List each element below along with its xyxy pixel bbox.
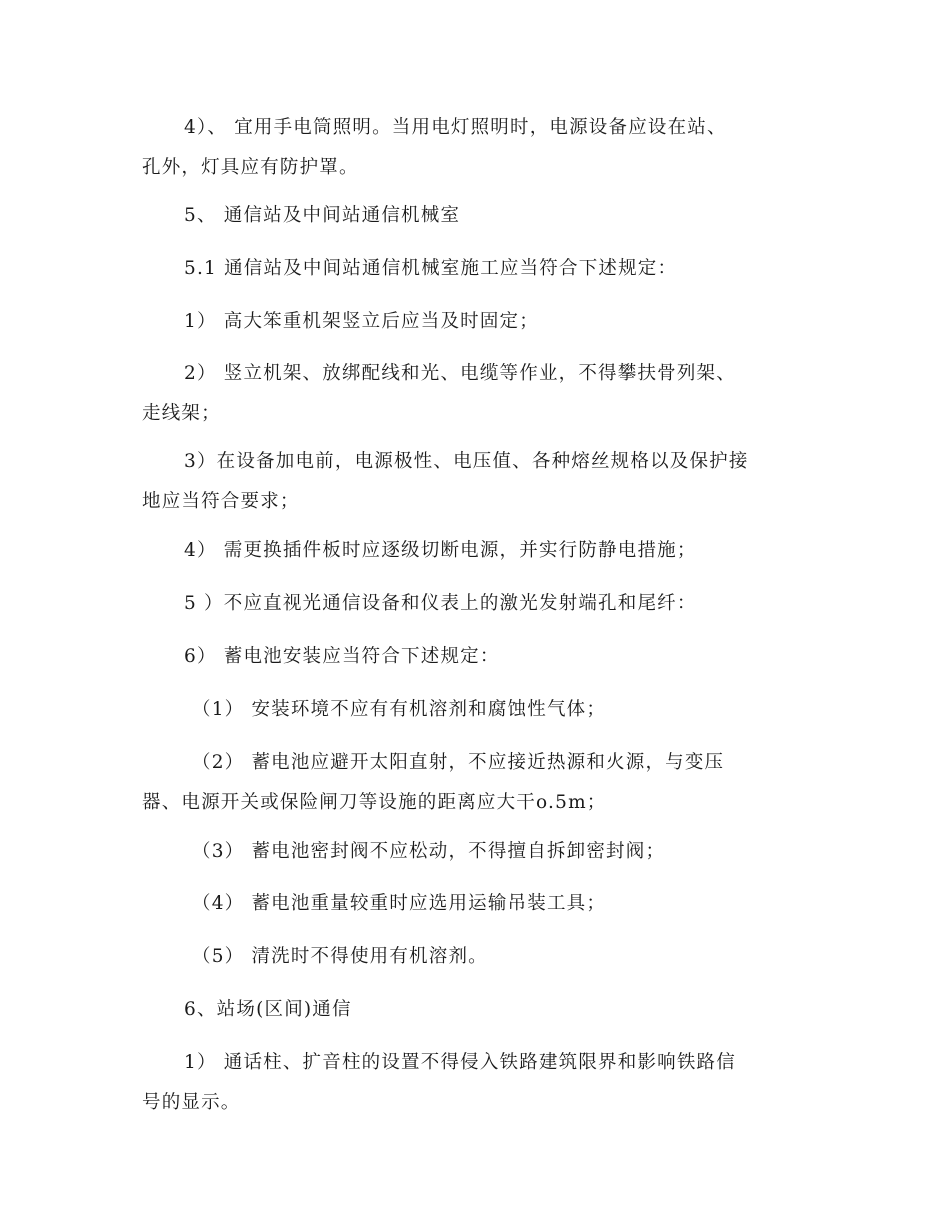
text-line: 2） 竖立机架、放绑配线和光、电缆等作业，不得攀扶骨列架、	[184, 363, 736, 384]
paragraph-subitem-5	[142, 937, 812, 977]
text-line: 4）、 宜用手电筒照明。当用电灯照明时，电源设备应设在站、	[184, 117, 727, 138]
paragraph-item-5	[142, 584, 812, 624]
paragraph-item-1	[142, 302, 812, 342]
paragraph-4-lighting	[142, 108, 812, 188]
text-line: 4） 需更换插件板时应逐级切断电源，并实行防静电措施；	[184, 540, 697, 561]
text-line: （4） 蓄电池重量较重时应选用运输吊装工具；	[192, 893, 607, 914]
text-line: （3） 蓄电池密封阀不应松动，不得擅自拆卸密封阀；	[192, 841, 666, 862]
paragraph-subitem-1	[142, 690, 812, 730]
text-line: 1） 高大笨重机架竖立后应当及时固定；	[184, 311, 539, 332]
text-line: 6） 蓄电池安装应当符合下述规定：	[184, 646, 500, 667]
paragraph-subitem-2	[142, 743, 812, 823]
text-line: 号的显示。	[142, 1092, 241, 1113]
text-line: 地应当符合要求；	[142, 491, 300, 512]
paragraph-item-2	[142, 354, 812, 434]
text-line: 孔外，灯具应有防护罩。	[142, 157, 359, 178]
text-line: （2） 蓄电池应避开太阳直射，不应接近热源和火源，与变压	[192, 752, 725, 773]
paragraph-item-4	[142, 531, 812, 571]
paragraph-item-3	[142, 442, 812, 522]
text-line: 6、站场(区间)通信	[184, 999, 352, 1020]
text-line: 1） 通话柱、扩音柱的设置不得侵入铁路建筑限界和影响铁路信	[184, 1052, 736, 1073]
text-line: （5） 清洗时不得使用有机溶剂。	[192, 946, 488, 967]
paragraph-subitem-4	[142, 884, 812, 924]
text-line: 走线架；	[142, 403, 221, 424]
text-line: 器、电源开关或保险闸刀等设施的距离应大干o.5m；	[142, 792, 607, 813]
text-line: 5、 通信站及中间站通信机械室	[184, 205, 461, 226]
section-heading-6	[142, 990, 812, 1030]
text-line: （1） 安装环境不应有有机溶剂和腐蚀性气体；	[192, 699, 607, 720]
paragraph-item-6	[142, 637, 812, 677]
text-line: 5.1 通信站及中间站通信机械室施工应当符合下述规定：	[184, 258, 678, 279]
text-line: 5 ）不应直视光通信设备和仪表上的激光发射端孔和尾纤：	[184, 593, 697, 614]
text-line: 3）在设备加电前，电源极性、电压值、各种熔丝规格以及保护接	[184, 451, 749, 472]
section-heading-5	[142, 196, 812, 236]
paragraph-subitem-3	[142, 832, 812, 872]
subsection-heading-5-1	[142, 249, 812, 289]
paragraph-6-item-1	[142, 1043, 812, 1123]
